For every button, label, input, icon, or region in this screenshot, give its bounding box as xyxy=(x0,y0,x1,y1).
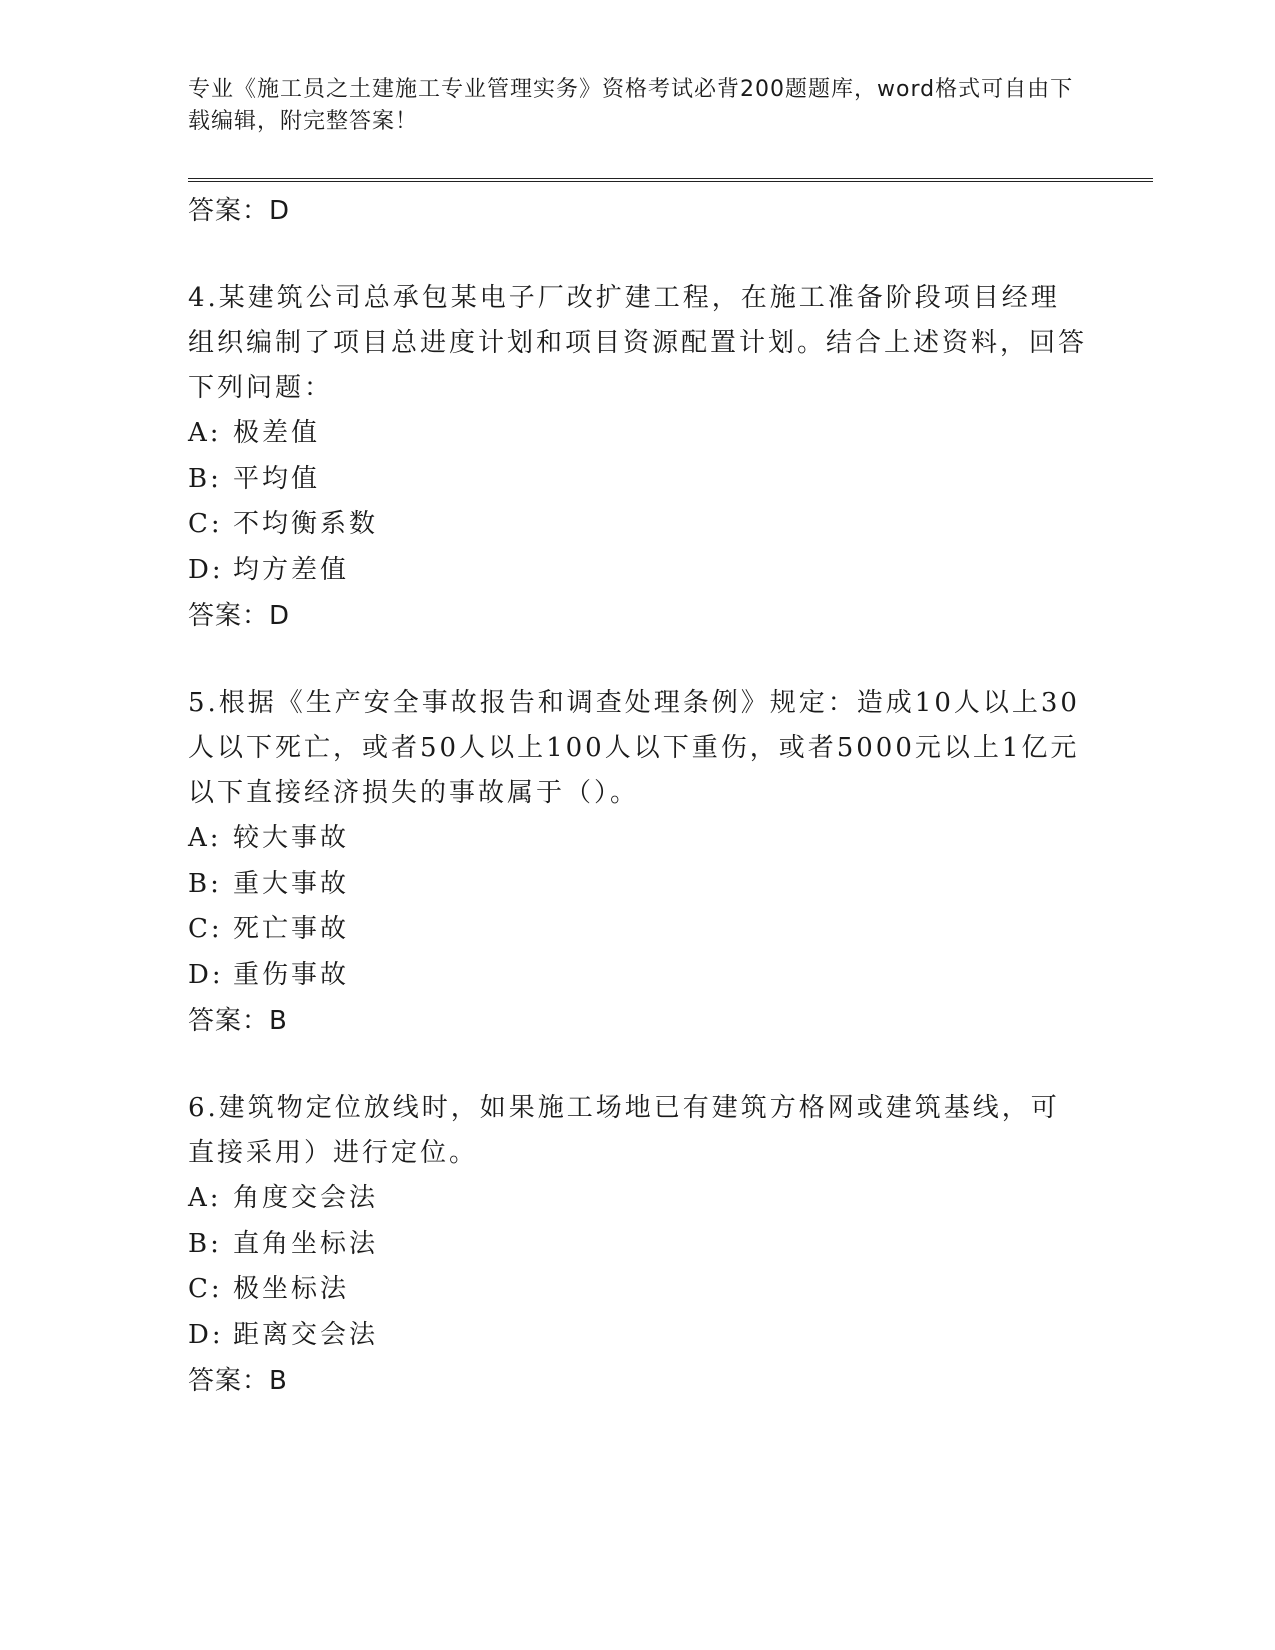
option-b xyxy=(188,457,1088,503)
answer-label: 答案：D xyxy=(188,601,291,631)
option-text: 极坐标法 xyxy=(233,1274,350,1304)
option-letter: A: xyxy=(188,418,222,448)
option-letter: A: xyxy=(188,1183,222,1213)
option-letter: B: xyxy=(188,463,222,494)
option-text: 死亡事故 xyxy=(233,914,350,944)
question-text: 4.某建筑公司总承包某电子厂改扩建工程，在施工准备阶段项目经理组织编制了项目总进度计划和项目资源配置计划。结合上述资料，回答下列问题： xyxy=(188,283,1088,403)
option-letter: C: xyxy=(188,509,223,539)
option-d xyxy=(188,953,1088,999)
option-letter: B: xyxy=(188,868,222,899)
option-letter: D: xyxy=(188,554,224,585)
option-c xyxy=(188,907,1088,953)
header-divider xyxy=(188,178,1153,182)
option-text: 角度交会法 xyxy=(233,1183,379,1213)
question-text: 5.根据《生产安全事故报告和调查处理条例》规定：造成10人以上30人以下死亡，或者50人以上100人以下重伤，或者5000元以上1亿元以下直接经济损失的事故属于（）。 xyxy=(188,688,1080,808)
document-body xyxy=(188,188,1088,1404)
option-d xyxy=(188,548,1088,594)
option-letter: D: xyxy=(188,1319,224,1350)
question-item xyxy=(188,1086,1088,1404)
option-c xyxy=(188,502,1088,548)
option-a xyxy=(188,411,1088,457)
page-header: 专业《施工员之土建施工专业管理实务》资格考试必背200题题库，word格式可自由下载编辑，附完整答案！ xyxy=(188,77,1074,134)
option-text: 不均衡系数 xyxy=(233,509,379,539)
answer-label: 答案：B xyxy=(188,1006,288,1036)
option-letter: C: xyxy=(188,914,223,944)
option-letter: A: xyxy=(188,823,222,853)
option-text: 重伤事故 xyxy=(233,959,350,990)
answer-label: 答案：D xyxy=(188,196,291,226)
question-item xyxy=(188,681,1088,1044)
option-text: 平均值 xyxy=(233,463,321,494)
option-text: 极差值 xyxy=(233,418,321,448)
option-a xyxy=(188,1176,1088,1222)
option-text: 直角坐标法 xyxy=(233,1228,379,1259)
option-letter: D: xyxy=(188,959,224,990)
option-text: 距离交会法 xyxy=(233,1319,379,1350)
option-c xyxy=(188,1267,1088,1313)
option-letter: B: xyxy=(188,1228,222,1259)
option-d xyxy=(188,1313,1088,1359)
option-b xyxy=(188,1222,1088,1268)
option-text: 较大事故 xyxy=(233,823,350,853)
option-b xyxy=(188,862,1088,908)
question-item xyxy=(188,276,1088,639)
option-text: 重大事故 xyxy=(233,868,350,899)
question-text: 6.建筑物定位放线时，如果施工场地已有建筑方格网或建筑基线，可直接采用）进行定位。 xyxy=(188,1093,1060,1168)
option-letter: C: xyxy=(188,1274,223,1304)
option-a xyxy=(188,816,1088,862)
answer-label: 答案：B xyxy=(188,1366,288,1396)
option-text: 均方差值 xyxy=(233,554,350,585)
